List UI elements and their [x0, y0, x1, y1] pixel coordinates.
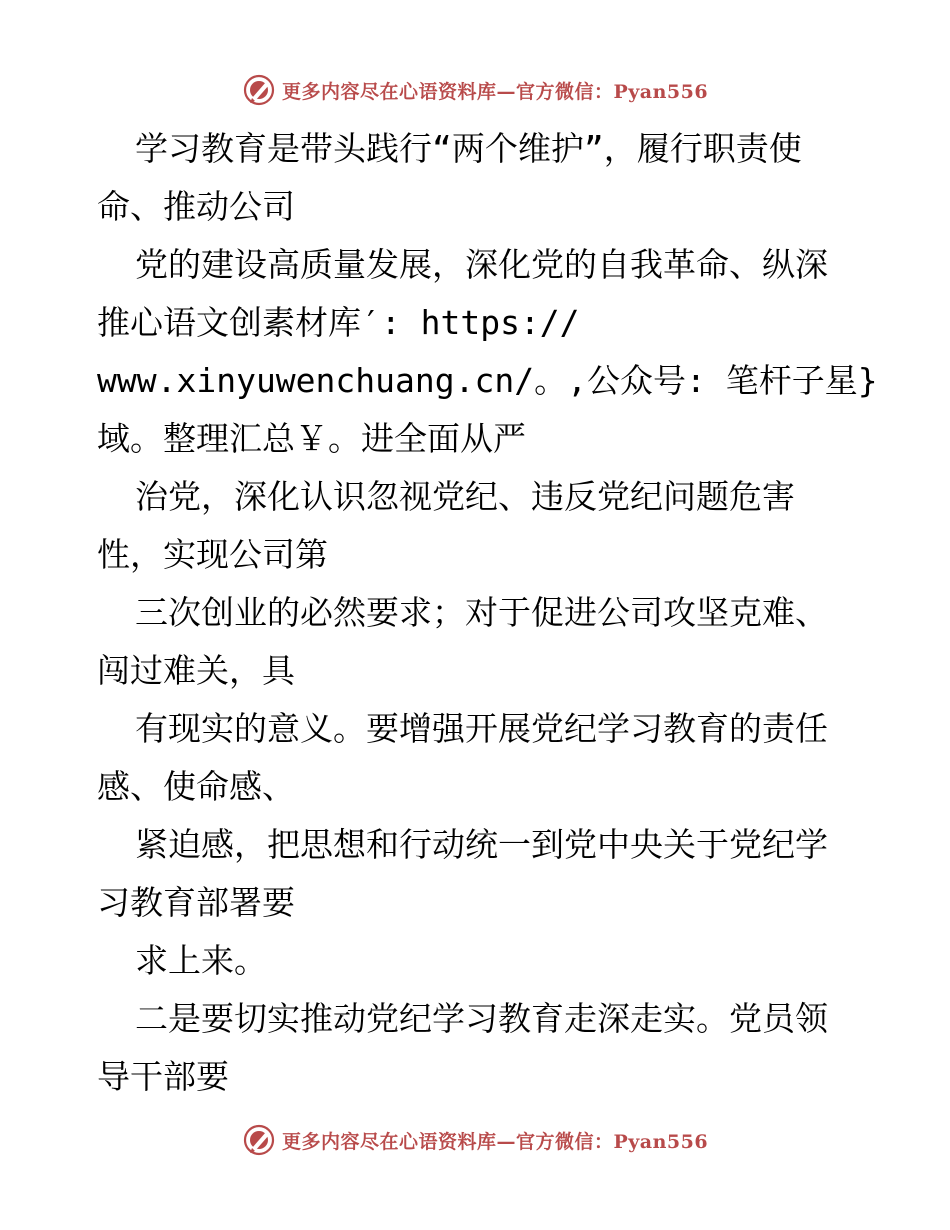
- footer-watermark-banner: [0, 1120, 950, 1160]
- text-line: 紧迫感，把思想和行动统一到党中央关于党纪学: [135, 825, 828, 864]
- text-line: www.xinyuwenchuang.cn/。,公众号: 笔杆子星}: [97, 361, 878, 400]
- text-line: 闯过难关，具: [97, 651, 295, 690]
- text-line: 三次创业的必然要求；对于促进公司攻坚克难、: [135, 593, 828, 632]
- header-watermark-text: 更多内容尽在心语资料库—官方微信：Pyan556: [281, 80, 709, 103]
- text-line: 党的建设高质量发展，深化党的自我革命、纵深: [135, 245, 828, 284]
- text-line: 推心语文创素材库′: https://: [97, 303, 580, 342]
- header-watermark-banner: [0, 70, 950, 110]
- text-line: 有现实的意义。要增强开展党纪学习教育的责任: [135, 709, 828, 748]
- text-line: 命、推动公司: [97, 187, 295, 226]
- pen-logo-icon: [242, 1123, 276, 1157]
- text-line: 二是要切实推动党纪学习教育走深走实。党员领: [135, 999, 828, 1038]
- text-line: 习教育部署要: [97, 883, 295, 922]
- text-line: 性，实现公司第: [97, 535, 328, 574]
- footer-watermark-text: 更多内容尽在心语资料库—官方微信：Pyan556: [281, 1130, 709, 1153]
- text-line: 求上来。: [135, 941, 267, 980]
- text-line: 学习教育是带头践行“两个维护”，履行职责使: [135, 129, 802, 168]
- text-line: 感、使命感、: [97, 767, 295, 806]
- pen-logo-icon: [242, 73, 276, 107]
- document-body: [97, 120, 878, 1106]
- text-line: 域。整理汇总￥。进全面从严: [97, 419, 526, 458]
- text-line: 导干部要: [97, 1057, 229, 1096]
- text-line: 治党，深化认识忽视党纪、违反党纪问题危害: [135, 477, 795, 516]
